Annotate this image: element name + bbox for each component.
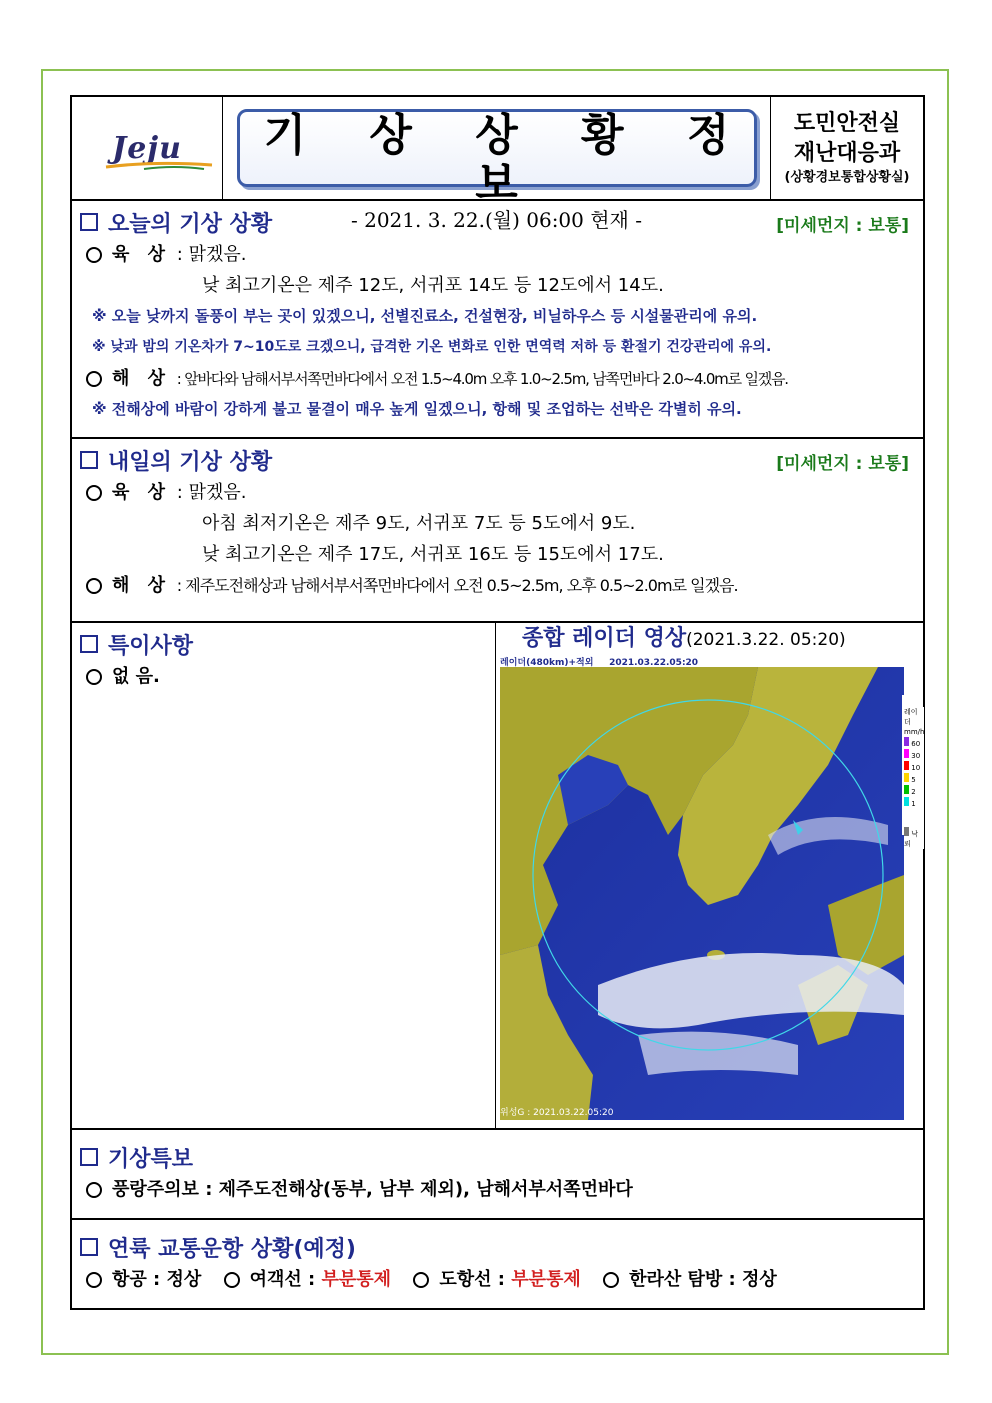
logo-swoosh-icon [104, 161, 214, 171]
radar-title [496, 623, 923, 655]
traffic-section [72, 1220, 923, 1308]
logo-cell [72, 97, 223, 199]
radar-section [496, 623, 923, 1128]
today-sea [80, 363, 913, 394]
traffic-title [80, 1230, 913, 1264]
legend-value: 1 [911, 800, 916, 808]
legend-value: 2 [911, 788, 916, 796]
special-radar-row [72, 623, 923, 1130]
traffic-title-text: 연륙 교통운항 상황(예정) [108, 1236, 356, 1262]
tomorrow-dust-level: [미세먼지 : 보통] [776, 454, 909, 474]
ship-label: 여객선 : [249, 1269, 322, 1290]
special-content [80, 661, 487, 692]
legend-lightning [904, 827, 924, 849]
circle-bullet-icon [86, 371, 102, 387]
checkbox-square-icon [80, 1238, 98, 1256]
circle-bullet-icon [86, 669, 102, 685]
legend-1 [904, 797, 924, 809]
tomorrow-land [80, 477, 913, 508]
radar-title-text: 종합 레이더 영상 [522, 626, 687, 651]
air-label: 항공 : [112, 1269, 167, 1290]
dept-name-2: 재난대응과 [793, 141, 901, 166]
jeju-logo [112, 131, 182, 166]
circle-bullet-icon [413, 1272, 429, 1288]
today-land [80, 239, 913, 270]
today-note-sea: ※ 전해상에 바람이 강하게 불고 물결이 매우 높게 일겠으니, 항해 및 조업하는 선박은 각별히 유의. [92, 400, 742, 418]
circle-bullet-icon [603, 1272, 619, 1288]
checkbox-square-icon [80, 451, 98, 469]
circle-bullet-icon [86, 1272, 102, 1288]
legend-value: 60 [911, 740, 921, 748]
land-label: 육 상 [112, 482, 172, 503]
legend-unit: mm/h [904, 728, 925, 736]
legend-10 [904, 761, 924, 773]
circle-bullet-icon [86, 1182, 102, 1198]
checkbox-square-icon [80, 1148, 98, 1166]
circle-bullet-icon [86, 247, 102, 263]
today-land-temp: 낮 최고기온은 제주 12도, 서귀포 14도 등 12도에서 14도. [202, 275, 664, 296]
title-box [237, 109, 757, 232]
radar-datetime: (2021.3.22. 05:20) [686, 630, 846, 650]
legend-title: 레이더 [904, 708, 918, 726]
air-status: 정상 [166, 1269, 202, 1290]
sea-text: : 앞바다와 남해서부서쪽먼바다에서 오전 1.5~4.0m 오후 1.0~2.5m, 남쪽먼바다 2.0~4.0m로 일겠음. [176, 370, 788, 388]
radar-legend [904, 707, 924, 849]
warning-content [80, 1174, 913, 1205]
warning-title-text: 기상특보 [108, 1146, 194, 1172]
dept-name-1: 도민안전실 [793, 111, 901, 136]
title-cell [223, 97, 770, 232]
legend-30 [904, 749, 924, 761]
tomorrow-section [72, 439, 923, 623]
logo-text: Jeju [112, 130, 182, 166]
report-datetime: - 2021. 3. 22.(월) 06:00 현재 - [350, 208, 642, 232]
today-dust-level: [미세먼지 : 보통] [776, 216, 909, 236]
today-section [72, 201, 923, 439]
sea-text: : 제주도전해상과 남해서부서쪽먼바다에서 오전 0.5~2.5m, 오후 0.5~2.0m로 일겠음. [176, 576, 738, 595]
island-ship-status: 부분통제 [511, 1269, 581, 1290]
sea-label: 해 상 [112, 368, 172, 389]
checkbox-square-icon [80, 213, 98, 231]
legend-value: 30 [911, 752, 921, 760]
page-title: 기 상 상 황 정 보 [263, 110, 754, 209]
today-title-text: 오늘의 기상 상황 [108, 211, 273, 237]
satellite-caption: 위성G : 2021.03.22.05:20 [500, 1108, 614, 1118]
warning-title [80, 1140, 913, 1174]
warning-text: 풍랑주의보 : 제주도전해상(동부, 남부 제외), 남해서부서쪽먼바다 [112, 1179, 633, 1200]
circle-bullet-icon [86, 578, 102, 594]
traffic-content [80, 1264, 913, 1295]
dept-name-3: (상황경보통합상황실) [784, 170, 910, 185]
special-section [72, 623, 496, 1128]
circle-bullet-icon [224, 1272, 240, 1288]
circle-bullet-icon [86, 485, 102, 501]
department-cell [770, 97, 923, 199]
legend-value: 10 [911, 764, 921, 772]
radar-image-caption [500, 655, 698, 668]
island-ship-label: 도항선 : [439, 1269, 512, 1290]
warning-section [72, 1130, 923, 1220]
legend-2 [904, 785, 924, 797]
legend-60 [904, 737, 924, 749]
hallasan-label: 한라산 탐방 : [629, 1269, 743, 1290]
radar-satellite-image [498, 655, 904, 1120]
radar-image-label: 레이더(480km)+적외 [500, 658, 594, 668]
hallasan-status: 정상 [742, 1269, 777, 1290]
special-text: 없 음. [112, 666, 160, 687]
legend-value: 낙뢰 [904, 830, 918, 848]
legend-value: 5 [911, 776, 916, 784]
tomorrow-day-temp: 낮 최고기온은 제주 17도, 서귀포 16도 등 15도에서 17도. [202, 544, 664, 565]
tomorrow-morning-temp: 아침 최저기온은 제주 9도, 서귀포 7도 등 5도에서 9도. [202, 513, 636, 534]
weather-report [70, 95, 925, 1310]
special-title [80, 627, 487, 661]
today-note-gust: ※ 오늘 낮까지 돌풍이 부는 곳이 있겠으니, 선별진료소, 건설현장, 비닐하우스 등 시설물관리에 유의. [92, 307, 758, 325]
today-note-temp: ※ 낮과 밤의 기온차가 7~10도로 크겠으니, 급격한 기온 변화로 인한 면역력 저하 등 환절기 건강관리에 유의. [92, 339, 772, 355]
radar-image-time: 2021.03.22.05:20 [609, 658, 699, 668]
sea-label: 해 상 [112, 575, 172, 596]
special-title-text: 특이사항 [108, 633, 194, 659]
ship-status: 부분통제 [321, 1269, 392, 1290]
legend-5 [904, 773, 924, 785]
checkbox-square-icon [80, 635, 98, 653]
land-label: 육 상 [112, 244, 172, 265]
tomorrow-sea [80, 570, 913, 601]
land-text: : 맑겠음. [176, 244, 247, 265]
land-text: : 맑겠음. [176, 482, 247, 503]
tomorrow-title-text: 내일의 기상 상황 [108, 449, 273, 475]
